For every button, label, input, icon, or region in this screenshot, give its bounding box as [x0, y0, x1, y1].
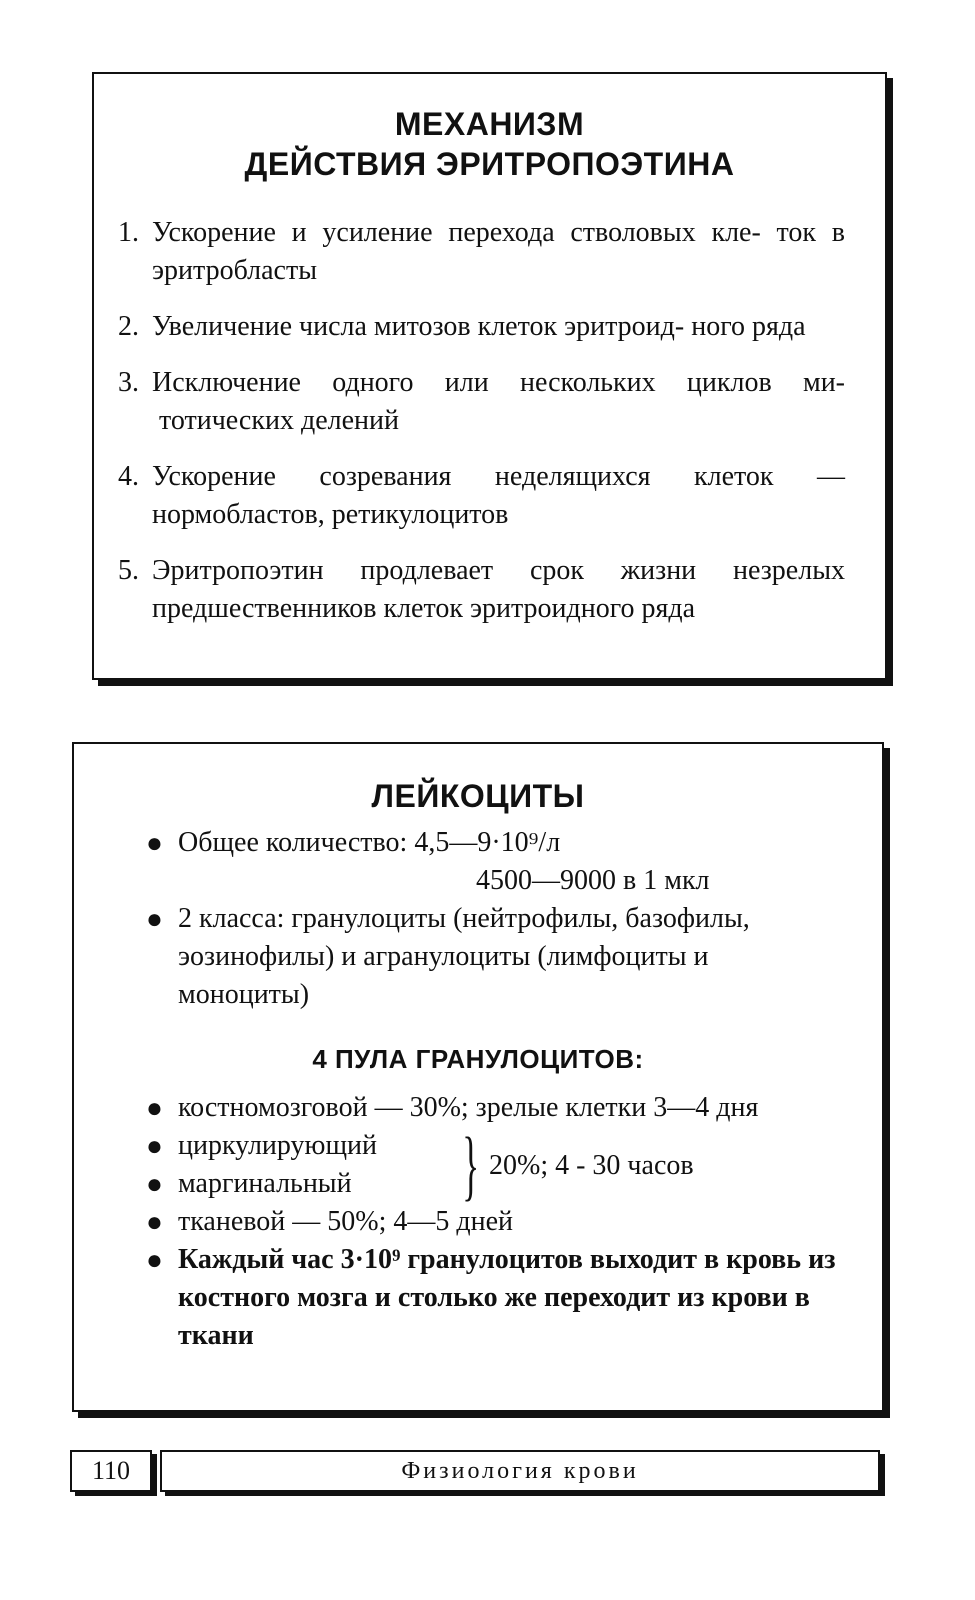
item-text: Исключение одного или нескольких циклов ми- тотических делений: [152, 367, 845, 436]
panel-title-line2: ДЕЙСТВИЯ ЭРИТРОПОЭТИНА: [244, 146, 735, 182]
list-item-pool-circulating: [74, 1127, 842, 1165]
right-brace-icon: }: [462, 1121, 480, 1208]
item-number: 5.: [118, 555, 139, 586]
pool-text: маргинальный: [178, 1168, 352, 1199]
list-item: [94, 214, 845, 290]
item-number: 2.: [118, 311, 139, 342]
pools-heading: 4 ПУЛА ГРАНУЛОЦИТОВ:: [312, 1044, 644, 1074]
item-text: Ускорение созревания неделящихся клеток — нормобластов, ретикулоцитов: [152, 461, 845, 530]
bullet-icon: ●: [146, 903, 163, 934]
item-text: Увеличение числа митозов клеток эритроид- ного ряда: [152, 311, 806, 342]
mechanism-list: [94, 214, 845, 646]
list-item-hourly-turnover: [74, 1241, 842, 1355]
granulocyte-pools-list: [74, 1089, 842, 1355]
item-number: 1.: [118, 217, 139, 248]
panel-title: ЛЕЙКОЦИТЫ: [371, 778, 585, 814]
leukocyte-facts-list: [74, 824, 842, 1014]
bullet-icon: ●: [146, 1130, 163, 1161]
classes-text: 2 класса: гранулоциты (нейтрофилы, базофилы, эозинофилы) и агранулоциты (лимфоциты и моноциты): [178, 903, 750, 1010]
bullet-icon: ●: [146, 1244, 163, 1275]
leukocytes-panel: [72, 742, 884, 1412]
item-number: 3.: [118, 367, 139, 398]
item-number: 4.: [118, 461, 139, 492]
list-item: [94, 458, 845, 534]
hourly-text: Каждый час 3·10⁹ гранулоцитов выходит в кровь из костного мозга и столько же переходит из крови в ткани: [178, 1244, 836, 1351]
list-item-pool-tissue: [74, 1203, 842, 1241]
list-item-pool-bone-marrow: [74, 1089, 842, 1127]
item-text: Ускорение и усиление перехода стволовых кле- ток в эритробласты: [152, 217, 845, 286]
pool-text: циркулирующий: [178, 1130, 377, 1161]
total-value-per-microliter: 4500—9000 в 1 мкл: [476, 865, 710, 896]
erythropoietin-mechanism-panel: [92, 72, 887, 680]
bullet-icon: ●: [146, 827, 163, 858]
item-text: Эритропоэтин продлевает срок жизни незрелых предшественников клеток эритроидного ряда: [152, 555, 845, 624]
list-item: [94, 364, 845, 440]
panel-title-line1: МЕХАНИЗМ: [394, 106, 585, 142]
total-value-per-liter: 4,5—9·10⁹/л: [414, 827, 561, 858]
list-item-classes: [74, 900, 842, 1014]
list-item-pool-marginal: [74, 1165, 842, 1203]
total-label: Общее количество:: [178, 827, 408, 858]
pool-group-value: 20%; 4 - 30 часов: [489, 1150, 694, 1181]
pool-text: костномозговой — 30%; зрелые клетки 3—4 дня: [178, 1092, 759, 1123]
bullet-icon: ●: [146, 1092, 163, 1123]
pool-group-circulating-marginal: [74, 1121, 842, 1208]
bullet-icon: ●: [146, 1168, 163, 1199]
page-number: 110: [70, 1450, 152, 1492]
list-item-total: [74, 824, 842, 900]
bullet-icon: ●: [146, 1206, 163, 1237]
running-section-title: Физиология крови: [160, 1450, 880, 1492]
list-item: [94, 308, 845, 346]
list-item: [94, 552, 845, 628]
pool-text: тканевой — 50%; 4—5 дней: [178, 1206, 514, 1237]
